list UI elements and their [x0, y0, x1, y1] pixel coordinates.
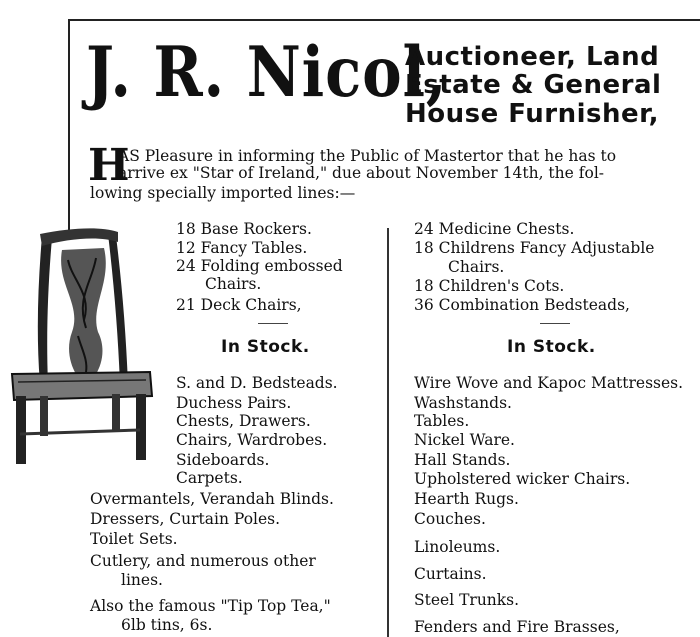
- intro-line-3: lowing specially imported lines:—: [90, 184, 356, 202]
- right-stock-heading: In Stock.: [507, 337, 596, 357]
- left-stock-heading: In Stock.: [221, 337, 310, 357]
- left-more-item: Overmantels, Verandah Blinds.: [90, 490, 334, 508]
- right-imported-item: Chairs.: [448, 258, 505, 276]
- section-rule: [258, 323, 288, 324]
- right-stock-item: Wire Wove and Kapoc Mattresses.: [414, 374, 684, 392]
- merchant-name: J. R. Nicol,: [86, 32, 448, 113]
- left-stock-item: Carpets.: [176, 469, 243, 487]
- right-more-item: Curtains.: [414, 565, 487, 583]
- tea-line-1: Also the famous "Tip Top Tea,": [90, 597, 331, 615]
- left-more-item: Toilet Sets.: [90, 530, 178, 548]
- cutlery-line-1: Cutlery, and numerous other: [90, 552, 316, 570]
- left-stock-item: Chests, Drawers.: [176, 412, 311, 430]
- column-divider: [387, 228, 389, 637]
- left-imported-item: 21 Deck Chairs,: [176, 296, 302, 314]
- section-rule: [540, 323, 570, 324]
- right-imported-item: 36 Combination Bedsteads,: [414, 296, 630, 314]
- right-more-item: Fenders and Fire Brasses,: [414, 618, 620, 636]
- right-stock-item: Couches.: [414, 510, 486, 528]
- intro-line-2: arrive ex "Star of Ireland," due about November 14th, the fol-: [118, 164, 605, 182]
- tea-line-2: 6lb tins, 6s.: [121, 616, 213, 634]
- frame-left-border: [68, 19, 70, 234]
- role-line-3: House Furnisher,: [405, 99, 660, 129]
- right-more-item: Steel Trunks.: [414, 591, 520, 609]
- right-imported-item: 24 Medicine Chests.: [414, 220, 575, 238]
- left-stock-item: S. and D. Bedsteads.: [176, 374, 338, 392]
- intro-line-1: AS Pleasure in informing the Public of Mastertor that he has to: [118, 147, 617, 165]
- right-imported-item: 18 Children's Cots.: [414, 277, 565, 295]
- left-stock-item: Duchess Pairs.: [176, 394, 292, 412]
- left-more-item: Dressers, Curtain Poles.: [90, 510, 281, 528]
- right-stock-item: Hall Stands.: [414, 451, 511, 469]
- right-stock-item: Upholstered wicker Chairs.: [414, 470, 631, 488]
- right-stock-item: Washstands.: [414, 394, 512, 412]
- frame-top-border: [68, 19, 700, 21]
- right-stock-item: Tables.: [414, 412, 470, 430]
- cutlery-line-2: lines.: [121, 571, 163, 589]
- left-stock-item: Sideboards.: [176, 451, 270, 469]
- left-imported-item: 18 Base Rockers.: [176, 220, 312, 238]
- chair-illustration: [0, 224, 160, 469]
- right-imported-item: 18 Childrens Fancy Adjustable: [414, 239, 655, 257]
- left-imported-item: Chairs.: [205, 275, 262, 293]
- role-line-1: Auctioneer, Land: [405, 42, 660, 72]
- role-line-2: Estate & General: [405, 70, 662, 100]
- drop-cap: H: [88, 140, 130, 191]
- left-stock-item: Chairs, Wardrobes.: [176, 431, 328, 449]
- right-more-item: Linoleums.: [414, 538, 501, 556]
- right-stock-item: Hearth Rugs.: [414, 490, 519, 508]
- right-stock-item: Nickel Ware.: [414, 431, 515, 449]
- left-imported-item: 12 Fancy Tables.: [176, 239, 308, 257]
- left-imported-item: 24 Folding embossed: [176, 257, 343, 275]
